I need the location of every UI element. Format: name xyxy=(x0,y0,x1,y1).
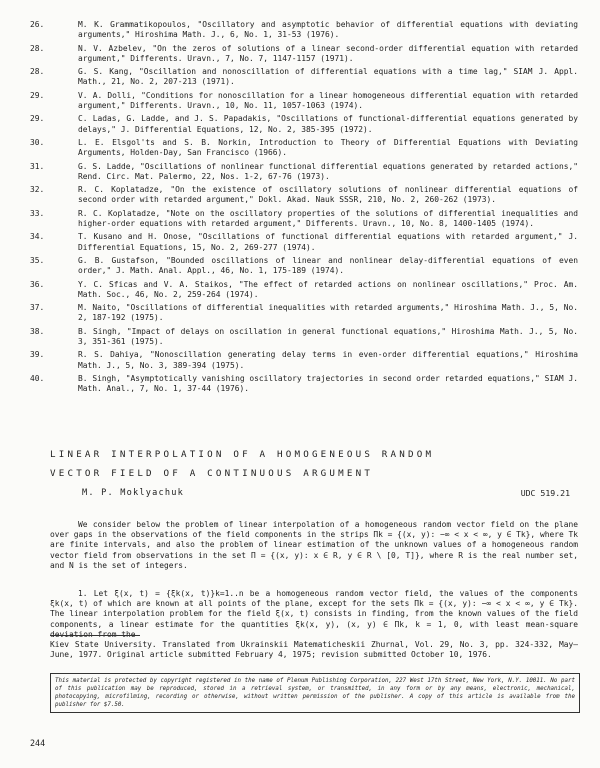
footnote: Kiev State University. Translated from Ukrainskii Matematicheskii Zhurnal, Vol. 29, No. 3, pp. 324-332, May–June, 1977. Original article submitted February 4, 1975; revision submitted October 10, 1976. xyxy=(50,640,578,660)
reference-list xyxy=(30,20,578,398)
reference-item: 29. V. A. Dolli, "Conditions for nonoscillation for a linear homogeneous differential equation with retarded argument," Differents. Uravn., 10, No. 11, 1057-1063 (1974). xyxy=(30,90,578,110)
copyright-notice: This material is protected by copyright registered in the name of Plenum Publishing Corporation, 227 West 17th Street, New York, N.Y. 10011. No part of this publication may be reproduced, stored in a retrieval system, or transmitted, in any form or by any means, electronic, mechanical, photocopying, microfilming, recording or otherwise, without written permission of the publisher. A copy of this article is available from the publisher for $7.50. xyxy=(50,673,580,713)
footnote-divider xyxy=(50,635,140,636)
reference-item: 36. Y. C. Sficas and V. A. Staikos, "The effect of retarded actions on nonlinear oscillations," Proc. Am. Math. Soc., 46, No. 2, 259-264 (1974). xyxy=(30,279,578,299)
reference-item: 30. L. E. Elsgol'ts and S. B. Norkin, Introduction to Theory of Differential Equations with Deviating Arguments, Holden-Day, San Francisco (1966). xyxy=(30,137,578,158)
reference-item: 38. B. Singh, "Impact of delays on oscillation in general functional equations," Hiroshima Math. J., 5, No. 3, 351-361 (1975). xyxy=(30,326,578,346)
page-number: 244 xyxy=(30,738,46,748)
section-1-paragraph: 1. Let ξ(x, t) = {ξk(x, t)}k=1..n be a homogeneous random vector field, the values of the components ξk(x, t) of which are known at all points of the plane, except for the sets Πk = {(x, y): −∞ < x < ∞, y ∈ Tk}. The linear interpolation problem for the field ξ(x, t) consists in finding, from the known values of the field components, a linear estimate for the quantities ξk(x, y), (x, y) ∈ Πk, k = 1, 0, with least mean-square deviation from the xyxy=(50,589,578,639)
reference-item: 35. G. B. Gustafson, "Bounded oscillations of linear and nonlinear delay-differential equations of even order," J. Math. Anal. Appl., 46, No. 1, 175-189 (1974). xyxy=(30,255,578,276)
reference-item: 40. B. Singh, "Asymptotically vanishing oscillatory trajectories in second order retarded equations," SIAM J. Math. Anal., 7, No. 1, 37-44 (1976). xyxy=(30,373,578,394)
reference-item: 26. M. K. Grammatikopoulos, "Oscillatory and asymptotic behavior of differential equations with deviating arguments," Hiroshima Math. J., 6, No. 1, 31-53 (1976). xyxy=(30,20,578,40)
reference-item: 34. T. Kusano and H. Onose, "Oscillations of functional differential equations with retarded argument," J. Differential Equations, 15, No. 2, 269-277 (1974). xyxy=(30,232,578,252)
reference-item: 28. G. S. Kang, "Oscillation and nonoscillation of differential equations with a time lag," SIAM J. Appl. Math., 21, No. 2, 207-213 (1971). xyxy=(30,67,578,87)
intro-paragraph: We consider below the problem of linear interpolation of a homogeneous random vector field on the plane over gaps in the observations of the field components in the strips Πk = {(x, y): −∞ < x < ∞, y ∈ Tk}, where Tk are finite intervals, and also the problem of linear estimation of the unknown values of a homogeneous random vector field from observations in the set Π = {(x, y): x ∈ R, y ∈ R \ [0, T]}, where R is the real number set, and N is the set of integers. xyxy=(50,520,578,570)
reference-item: 39. R. S. Dahiya, "Nonoscillation generating delay terms in even-order differential equations," Hiroshima Math. J., 5, No. 3, 389-394 (1975). xyxy=(30,350,578,370)
article-title-line-2: VECTOR FIELD OF A CONTINUOUS ARGUMENT xyxy=(50,468,374,479)
reference-item: 29. C. Ladas, G. Ladde, and J. S. Papadakis, "Oscillations of functional-differential equations generated by delays," J. Differential Equations, 12, No. 2, 385-395 (1972). xyxy=(30,114,578,134)
reference-item: 33. R. C. Koplatadze, "Note on the oscillatory properties of the solutions of differential inequalities and higher-order equations with retarded argument," Differents. Uravn., 10, No. 8, 1400-1405 (1974). xyxy=(30,208,578,228)
udc-code: UDC 519.21 xyxy=(520,488,570,498)
author: M. P. Moklyachuk xyxy=(82,488,184,498)
article-title-line-1: LINEAR INTERPOLATION OF A HOMOGENEOUS RANDOM xyxy=(50,449,435,460)
reference-item: 32. R. C. Koplatadze, "On the existence of oscillatory solutions of nonlinear differential equations of second order with retarded argument," Dokl. Akad. Nauk SSSR, 210, No. 2, 260-262 (1973). xyxy=(30,185,578,205)
reference-item: 31. G. S. Ladde, "Oscillations of nonlinear functional differential equations generated by retarded actions," Rend. Circ. Mat. Palermo, 22, Nos. 1-2, 67-76 (1973). xyxy=(30,161,578,181)
reference-item: 37. M. Naito, "Oscillations of differential inequalities with retarded arguments," Hiroshima Math. J., 5, No. 2, 187-192 (1975). xyxy=(30,303,578,323)
reference-item: 28. N. V. Azbelev, "On the zeros of solutions of a linear second-order differential equation with retarded argument," Differents. Uravn., 7, No. 7, 1147-1157 (1971). xyxy=(30,43,578,63)
